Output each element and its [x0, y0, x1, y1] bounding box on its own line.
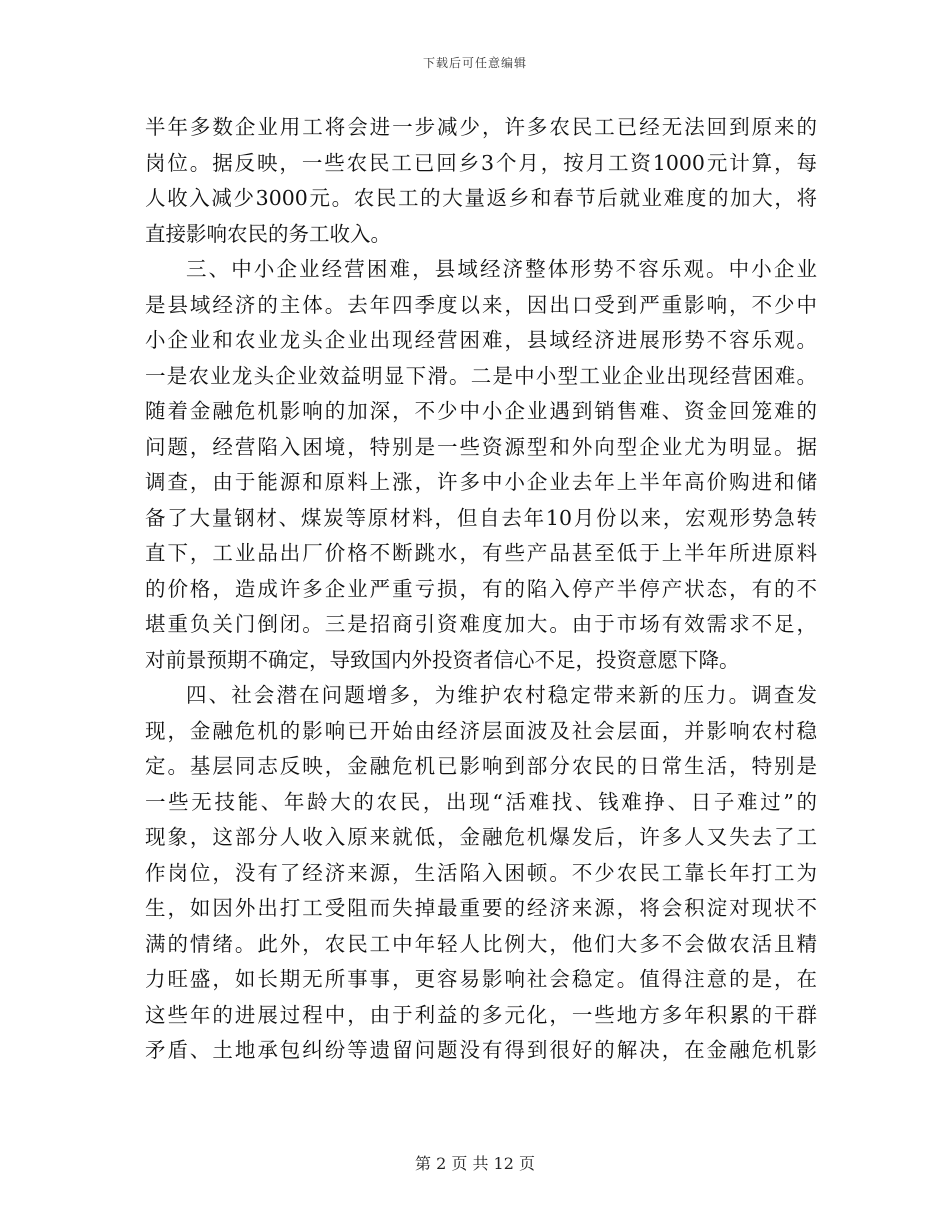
text-line: 作岗位，没有了经济来源，生活陷入困顿。不少农民工靠长年打工为 [145, 860, 817, 885]
page-number-footer: 第 2 页 共 12 页 [415, 1154, 535, 1173]
text-line: 一些无技能、年龄大的农民，出现“活难找、钱难挣、日子难过”的 [145, 789, 817, 814]
text-line: 定。基层同志反映，金融危机已影响到部分农民的日常生活，特别是 [145, 754, 817, 778]
text-line: 小企业和农业龙头企业出现经营困难，县域经济进展形势不容乐观。 [145, 328, 817, 352]
text-line: 生，如因外出打工受阻而失掉最重要的经济来源，将会积淀对现状不 [145, 896, 817, 920]
text-line: 矛盾、土地承包纠纷等遗留问题没有得到很好的解决，在金融危机影 [145, 1038, 817, 1062]
text-line: 一是农业龙头企业效益明显下滑。二是中小型工业企业出现经营困难。 [145, 363, 817, 388]
text-line: 直下，工业品出厂价格不断跳水，有些产品甚至低于上半年所进原料 [145, 541, 817, 565]
text-line: 人收入减少3000元。农民工的大量返乡和春节后就业难度的加大，将 [145, 186, 817, 210]
text-line: 的价格，造成许多企业严重亏损，有的陷入停产半停产状态，有的不 [145, 576, 817, 601]
text-line: 岗位。据反映，一些农民工已回乡3个月，按月工资1000元计算，每 [145, 150, 817, 175]
text-line: 力旺盛，如长期无所事事，更容易影响社会稳定。值得注意的是，在 [145, 967, 817, 991]
text-line: 问题，经营陷入困境，特别是一些资源型和外向型企业尤为明显。据 [145, 434, 817, 459]
section-heading-line: 三、中小企业经营困难，县域经济整体形势不容乐观。中小企业 [186, 257, 817, 281]
text-line: 这些年的进展过程中，由于利益的多元化，一些地方多年积累的干群 [145, 1002, 817, 1027]
section-heading-line: 四、社会潜在问题增多，为维护农村稳定带来新的压力。调查发 [186, 683, 817, 707]
text-line: 对前景预期不确定，导致国内外投资者信心不足，投资意愿下降。 [145, 647, 740, 672]
text-line: 直接影响农民的务工收入。 [145, 221, 391, 246]
text-line: 半年多数企业用工将会进一步减少，许多农民工已经无法回到原来的 [145, 115, 817, 139]
text-line: 是县域经济的主体。去年四季度以来，因出口受到严重影响，不少中 [145, 292, 817, 317]
text-line: 现象，这部分人收入原来就低，金融危机爆发后，许多人又失去了工 [145, 825, 817, 849]
text-line: 备了大量钢材、煤炭等原材料，但自去年10月份以来，宏观形势急转 [145, 505, 817, 530]
page-header: 下载后可任意编辑 [422, 56, 527, 70]
text-line: 调查，由于能源和原料上涨，许多中小企业去年上半年高价购进和储 [145, 470, 817, 494]
text-line: 堪重负关门倒闭。三是招商引资难度加大。由于市场有效需求不足， [145, 612, 817, 636]
text-line: 随着金融危机影响的加深，不少中小企业遇到销售难、资金回笼难的 [145, 399, 817, 423]
text-line: 满的情绪。此外，农民工中年轻人比例大，他们大多不会做农活且精 [145, 931, 817, 956]
text-line: 现，金融危机的影响已开始由经济层面波及社会层面，并影响农村稳 [145, 718, 817, 743]
document-body [145, 110, 817, 1069]
